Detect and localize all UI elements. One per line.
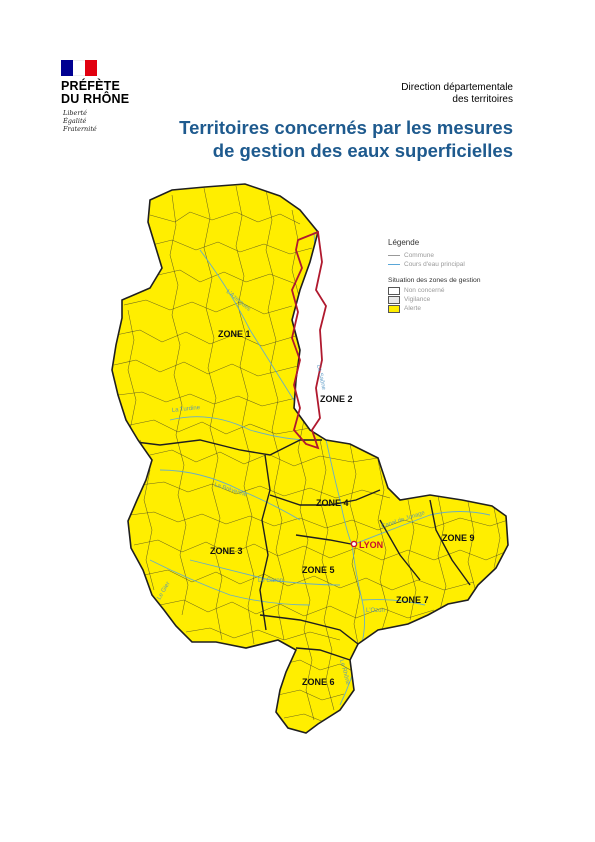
zone-6-label: ZONE 6 (302, 677, 335, 687)
legend-management-title: Situation des zones de gestion (388, 277, 481, 284)
zone-4-label: ZONE 4 (316, 498, 349, 508)
legend-alert (388, 304, 481, 313)
vigilance-swatch (388, 296, 400, 304)
title-line-1: Territoires concernés par les mesures (179, 117, 513, 138)
republic-motto (63, 109, 97, 133)
legend-alert-label: Alerte (404, 305, 421, 312)
river-label-saone: La Saône (315, 364, 327, 391)
title-line-2: de gestion des eaux superficielles (212, 140, 513, 161)
flag-red-band (85, 60, 97, 76)
legend-commune-label: Commune (404, 252, 434, 259)
zone-2-label: ZONE 2 (320, 394, 353, 404)
flag-blue-band (61, 60, 73, 76)
legend-river (388, 260, 481, 269)
motto-fraternite: Fraternité (63, 125, 97, 133)
brand-line-2: DU RHÔNE (61, 92, 130, 106)
legend-vigilance-label: Vigilance (404, 296, 431, 303)
prefecture-brand (61, 80, 129, 106)
zone-9-label: ZONE 9 (442, 533, 475, 543)
brand-line-1: PRÉFÈTE (61, 79, 121, 93)
legend-title: Légende (388, 238, 420, 247)
legend-river-label: Cours d'eau principal (404, 261, 465, 268)
department-name (401, 82, 513, 106)
not-concerned-swatch (388, 287, 400, 295)
legend-not-concerned-label: Non concerné (404, 287, 445, 294)
river-label-ozon: L'Ozon (366, 608, 385, 614)
page-title (179, 116, 513, 162)
alert-swatch (388, 305, 400, 313)
zone-1-label: ZONE 1 (218, 329, 251, 339)
rhone-map (0, 170, 595, 750)
river-label-garon: Le Garon (258, 578, 284, 584)
lyon-marker (351, 541, 356, 546)
legend-not-concerned (388, 286, 481, 295)
legend-commune (388, 251, 481, 260)
motto-liberte: Liberté (63, 109, 87, 117)
marianne-flag-icon (61, 60, 97, 76)
river-swatch (388, 264, 400, 265)
legend-vigilance (388, 295, 481, 304)
department-line-1: Direction départementale (401, 82, 513, 93)
river-label-brevenne: La Brévenne (213, 482, 248, 499)
map-legend (388, 238, 481, 313)
river-label-turdine: La Turdine (171, 405, 201, 414)
zone-5-label: ZONE 5 (302, 565, 335, 575)
zone-7-label: ZONE 7 (396, 595, 429, 605)
river-label-jonage: Canal de Jonage (380, 510, 426, 530)
department-line-2: des territoires (452, 94, 513, 105)
zone-3-label: ZONE 3 (210, 546, 243, 556)
flag-white-band (73, 60, 85, 76)
river-label-azergues: L'Azergues (224, 288, 252, 313)
river-label-gier: Le Gier (156, 580, 172, 601)
river-label-rhone: Le Rhône (338, 658, 351, 686)
commune-swatch (388, 255, 400, 256)
lyon-label: LYON (359, 540, 384, 550)
motto-egalite: Égalité (63, 117, 87, 125)
